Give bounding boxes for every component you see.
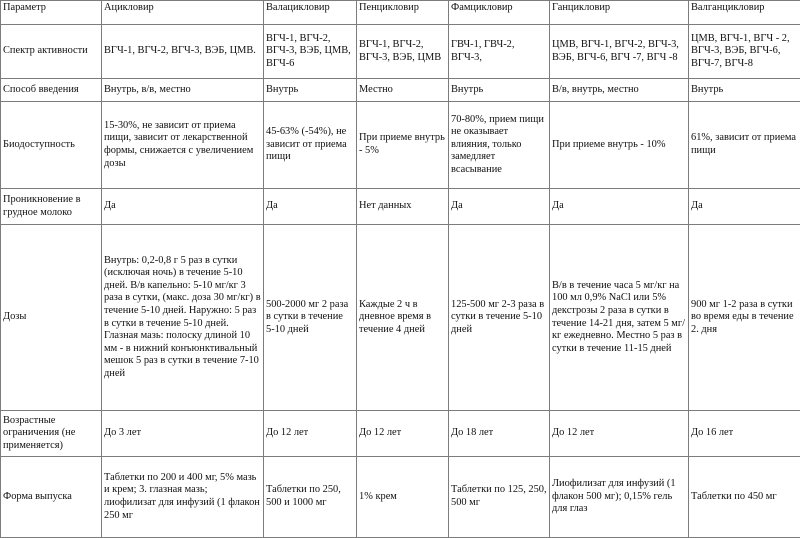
table-cell: До 16 лет (689, 411, 800, 457)
table-cell: ВГЧ-1, ВГЧ-2, ВГЧ-3, ВЭБ, ЦМВ, ВГЧ-6 (264, 25, 357, 79)
table-row (1, 457, 800, 538)
table-cell: Да (550, 189, 689, 225)
table-cell: В/в, внутрь, местно (550, 79, 689, 102)
table-cell: 15-30%, не зависит от приема пищи, зависит от лекарственной формы, снижается с увеличением дозы (102, 102, 264, 189)
table-cell: Лиофилизат для инфузий (1 флакон 500 мг); 0,15% гель для глаз (550, 457, 689, 538)
table-cell: До 3 лет (102, 411, 264, 457)
table-cell: ВГЧ-1, ВГЧ-2, ВГЧ-3, ВЭБ, ЦМВ (357, 25, 449, 79)
table-cell: 45-63% (-54%), не зависит от приема пищи (264, 102, 357, 189)
table-cell: Нет данных (357, 189, 449, 225)
table-row (1, 79, 800, 102)
row-label: Проникновение в грудное молоко (1, 189, 102, 225)
table-cell: Внутрь (689, 79, 800, 102)
table-cell: 500-2000 мг 2 раза в сутки в течение 5-10 дней (264, 225, 357, 411)
table-cell: Таблетки по 250, 500 и 1000 мг (264, 457, 357, 538)
header-row (1, 1, 800, 25)
table-cell: При приеме внутрь - 5% (357, 102, 449, 189)
table-cell: ВГЧ-1, ВГЧ-2, ВГЧ-3, ВЭБ, ЦМВ. (102, 25, 264, 79)
row-label: Способ введения (1, 79, 102, 102)
table-cell: 125-500 мг 2-3 раза в сутки в течение 5-10 дней (449, 225, 550, 411)
table-cell: 70-80%, прием пищи не оказывает влияния, только замедляет всасывание (449, 102, 550, 189)
table-cell: Таблетки по 200 и 400 мг, 5% мазь и крем; 3. глазная мазь; лиофилизат для инфузий (1 флакон 250 мг (102, 457, 264, 538)
table-row (1, 225, 800, 411)
table-cell: При приеме внутрь - 10% (550, 102, 689, 189)
table-cell: 61%, зависит от приема пищи (689, 102, 800, 189)
header-cell: Параметр (1, 1, 102, 25)
table-cell: В/в в течение часа 5 мг/кг на 100 мл 0,9% NaCl или 5% декстрозы 2 раза в сутки в течение 14-21 дня, затем 5 мг/кг ежедневно. Местно 5 раз в сутки в течение 11-15 дней (550, 225, 689, 411)
header-cell: Валацикловир (264, 1, 357, 25)
table-cell: Внутрь, в/в, местно (102, 79, 264, 102)
row-label: Форма выпуска (1, 457, 102, 538)
table-row (1, 411, 800, 457)
table-cell: Да (102, 189, 264, 225)
table-cell: До 12 лет (550, 411, 689, 457)
row-label: Биодоступность (1, 102, 102, 189)
table-row (1, 102, 800, 189)
table-cell: 900 мг 1-2 раза в сутки во время еды в течение 2. дня (689, 225, 800, 411)
table-row (1, 189, 800, 225)
table-cell: Да (449, 189, 550, 225)
header-cell: Фамцикловир (449, 1, 550, 25)
table-cell: Местно (357, 79, 449, 102)
table-cell: Внутрь: 0,2-0,8 г 5 раз в сутки (исключая ночь) в течение 5-10 дней. В/в капельно: 5-10 мг/кг 3 раза в сутки, (макс. доза 30 мг/кг) в течение 5-10 дней. Наружно: 5 раз в сутки в течение 5-10 дней. Глазная мазь: полоску длиной 10 мм - в нижний конъюнктивальный мешок 5 раз в сутки в течение 7-10 дней (102, 225, 264, 411)
table-cell: Да (264, 189, 357, 225)
table-cell: ЦМВ, ВГЧ-1, ВГЧ - 2, ВГЧ-3, ВЭБ, ВГЧ-6, ВГЧ-7, ВГЧ-8 (689, 25, 800, 79)
header-cell: Ганцикловир (550, 1, 689, 25)
table-cell: Да (689, 189, 800, 225)
table-cell: Внутрь (264, 79, 357, 102)
table-cell: До 18 лет (449, 411, 550, 457)
table-cell: ГВЧ-1, ГВЧ-2, ВГЧ-3, (449, 25, 550, 79)
table-cell: 1% крем (357, 457, 449, 538)
table-cell: Таблетки по 450 мг (689, 457, 800, 538)
header-cell: Валганцикловир (689, 1, 800, 25)
row-label: Спектр активности (1, 25, 102, 79)
table-row (1, 25, 800, 79)
table-cell: Внутрь (449, 79, 550, 102)
table-cell: До 12 лет (357, 411, 449, 457)
header-cell: Пенцикловир (357, 1, 449, 25)
table-cell: До 12 лет (264, 411, 357, 457)
row-label: Дозы (1, 225, 102, 411)
table-cell: Каждые 2 ч в дневное время в течение 4 дней (357, 225, 449, 411)
table-cell: Таблетки по 125, 250, 500 мг (449, 457, 550, 538)
table-cell: ЦМВ, ВГЧ-1, ВГЧ-2, ВГЧ-3, ВЭБ, ВГЧ-6, ВГЧ -7, ВГЧ -8 (550, 25, 689, 79)
header-cell: Ацикловир (102, 1, 264, 25)
row-label: Возрастные ограничения (не применяется) (1, 411, 102, 457)
